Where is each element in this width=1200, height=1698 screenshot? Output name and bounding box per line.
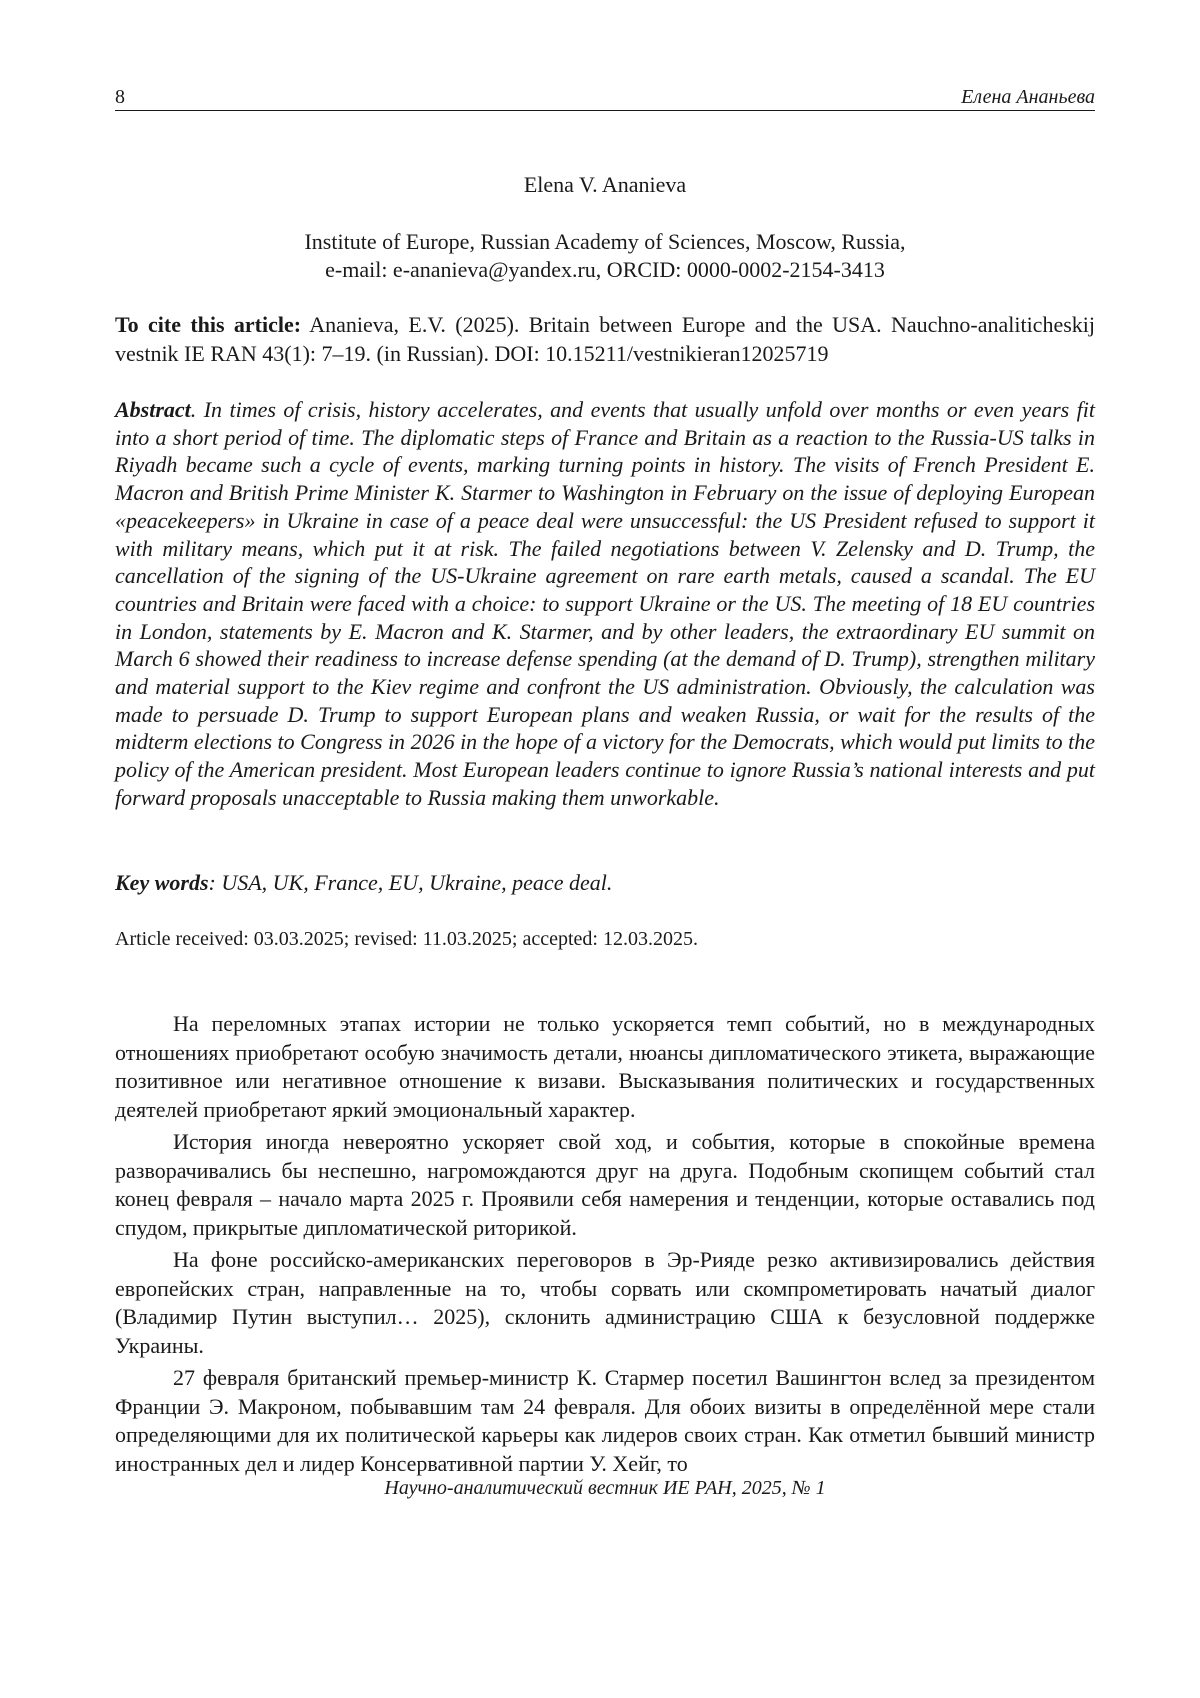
abstract-block: Abstract. In times of crisis, history accelerates, and events that usually unfold over months or even years fit into a short period of time. The diplomatic steps of France and Britain as a reaction to the Russia-US talks in Riyadh became such a cycle of events, marking turning points in history. The visits of French President E. Macron and British Prime Minister K. Starmer to Washington in February on the issue of deploying European «peacekeepers» in Ukraine in case of a peace deal were unsuccessful: the US President refused to support it with military means, which put it at risk. The failed negotiations between V. Zelensky and D. Trump, the cancellation of the signing of the US-Ukraine agreement on rare earth metals, caused a scandal. The EU countries and Britain were faced with a choice: to support Ukraine or the US. The meeting of 18 EU countries in London, statements by E. Macron and K. Starmer, and by other leaders, the extraordinary EU summit on March 6 showed their readiness to increase defense spending (at the demand of D. Trump), strengthen military and material support to the Kiev regime and confront the US administration. Obviously, the calculation was made to persuade D. Trump to support European plans and weaken Russia, or wait for the results of the midterm elections to Congress in 2026 in the hope of a victory for the Democrats, which would put limits to the policy of the American president. Most European leaders continue to ignore Russia’s national interests and put forward proposals unacceptable to Russia making them unworkable. (115, 397, 1095, 810)
journal-footer: Научно-аналитический вестник ИЕ РАН, 2025, № 1 (384, 1477, 826, 1499)
header-rule (115, 110, 1095, 111)
keywords-text: USA, UK, France, EU, Ukraine, peace deal. (221, 870, 613, 895)
page-number: 8 (115, 86, 125, 108)
affiliation-contacts: e-mail: e-ananieva@yandex.ru, ORCID: 0000-0002-2154-3413 (325, 257, 885, 282)
citation-text: Ananieva, E.V. (2025). Britain between Europe and the USA. Nauchno-analiticheskij vestnik IE RAN 43(1): 7–19. (in Russian). DOI: 10.15211/vestnikieran12025719 (115, 312, 1095, 366)
abstract-label: Abstract (115, 397, 191, 422)
citation-label: To cite this article: (115, 312, 302, 337)
body-paragraph: На переломных этапах истории не только ускоряется темп событий, но в международных отношениях приобретают особую значимость детали, нюансы дипломатического этикета, выражающие позитивное или негативное отношение к визави. Высказывания политических и государственных деятелей приобретают яркий эмоциональный характер. (115, 1011, 1095, 1122)
body-paragraph: На фоне российско-американских переговоров в Эр-Рияде резко активизировались действия европейских стран, направленные на то, чтобы сорвать или скомпрометировать начатый диалог (Владимир Путин выступил… 2025), склонить администрацию США к безусловной поддержке Украины. (115, 1247, 1095, 1358)
body-paragraph: 27 февраля британский премьер-министр К. Стармер посетил Вашингтон вслед за президентом Франции Э. Макроном, побывавшим там 24 февраля. Для обоих визиты в определённой мере стали определяющими для их политической карьеры как лидеров своих стран. Как отметил бывший министр иностранных дел и лидер Консервативной партии У. Хейг, то (115, 1365, 1095, 1476)
running-head: Елена Ананьева (961, 86, 1095, 108)
author-name: Elena V. Ananieva (523, 172, 687, 197)
affiliation-line: Institute of Europe, Russian Academy of Sciences, Moscow, Russia, (304, 229, 906, 254)
article-dates: Article received: 03.03.2025; revised: 11.03.2025; accepted: 12.03.2025. (115, 928, 698, 950)
article-body (115, 1010, 1095, 1482)
keywords-label: Key words (115, 870, 209, 895)
keywords-block: Key words: USA, UK, France, EU, Ukraine, peace deal. (115, 870, 613, 895)
abstract-text: In times of crisis, history accelerates, and events that usually unfold over months or even years fit into a short period of time. The diplomatic steps of France and Britain as a reaction to the Russia-US talks in Riyadh became such a cycle of events, marking turning points in history. The visits of French President E. Macron and British Prime Minister K. Starmer to Washington in February on the issue of deploying European «peacekeepers» in Ukraine in case of a peace deal were unsuccessful: the US President refused to support it with military means, which put it at risk. The failed negotiations between V. Zelensky and D. Trump, the cancellation of the signing of the US-Ukraine agreement on rare earth metals, caused a scandal. The EU countries and Britain were faced with a choice: to support Ukraine or the US. The meeting of 18 EU countries in London, statements by E. Macron and K. Starmer, and by other leaders, the extraordinary EU summit on March 6 showed their readiness to increase defense spending (at the demand of D. Trump), strengthen military and material support to the Kiev regime and confront the US administration. Obviously, the calculation was made to persuade D. Trump to support European plans and weaken Russia, or wait for the results of the midterm elections to Congress in 2026 in the hope of a victory for the Democrats, which would put limits to the policy of the American president. Most European leaders continue to ignore Russia’s national interests and put forward proposals unacceptable to Russia making them unworkable. (115, 397, 1095, 810)
author-affiliation (115, 228, 1095, 284)
body-paragraph: История иногда невероятно ускоряет свой ход, и события, которые в спокойные времена разворачивались бы неспешно, нагромождаются друг на друга. Подобным скопищем событий стал конец февраля – начало марта 2025 г. Проявили себя намерения и тенденции, которые оставались под спудом, прикрытые дипломатической риторикой. (115, 1129, 1095, 1240)
citation-block (115, 310, 1095, 368)
